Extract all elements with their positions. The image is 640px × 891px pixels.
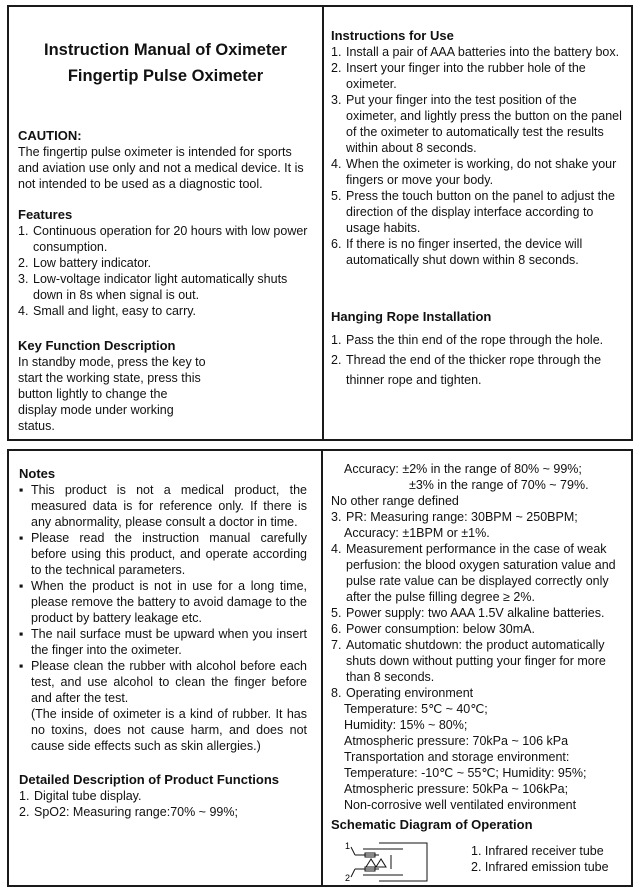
top-panel	[7, 5, 633, 441]
list-item: ▪ Please read the instruction manual carefully before using this product, and operate according to the technical parameters.	[19, 531, 307, 577]
manual-title: Instruction Manual of Oximeter	[44, 41, 287, 59]
key-function-text: In standby mode, press the key to start the working state, press this button lightly to change the display mode under working status.	[18, 355, 206, 433]
features-heading: Features	[18, 207, 73, 222]
env-line: Transportation and storage environment:	[344, 750, 570, 764]
schematic-label-1: 1	[345, 841, 351, 851]
env-line: Temperature: -10℃ ~ 55℃; Humidity: 95%;	[344, 766, 587, 780]
bottom-left-column	[19, 465, 307, 820]
list-item: 2. Insert your finger into the rubber hole of the oximeter.	[331, 61, 586, 91]
spo2-accuracy: Accuracy: ±2% in the range of 80% ~ 99%;	[344, 462, 582, 476]
spo2-accuracy-low: ±3% in the range of 70% ~ 79%.	[409, 478, 589, 492]
manual-subtitle: Fingertip Pulse Oximeter	[67, 67, 264, 85]
list-item: ▪ The nail surface must be upward when you insert the finger into the oximeter.	[19, 627, 307, 657]
caution-text: The fingertip pulse oximeter is intended for sports and aviation use only and not a medical device. It is not intended to be used as a diagnostic tool.	[18, 145, 304, 191]
list-item: 6. If there is no finger inserted, the device will automatically shut down within 8 seconds.	[331, 237, 583, 267]
features-list	[18, 223, 313, 319]
bottom-column-divider	[321, 451, 323, 885]
key-function-heading: Key Function Description	[18, 338, 176, 353]
instructions-heading: Instructions for Use	[331, 28, 454, 43]
schematic-diagram	[331, 835, 451, 887]
spec-item-6: 6. Power consumption: below 30mA.	[331, 622, 535, 636]
list-item: 2. Thread the end of the thicker rope through the thinner rope and tighten.	[331, 353, 602, 387]
top-column-divider	[322, 7, 324, 439]
pr-accuracy: Accuracy: ±1BPM or ±1%.	[344, 526, 490, 540]
schematic-label-2: 2	[345, 873, 351, 883]
list-item: ▪ This product is not a medical product, the measured data is for reference only. If there is any abnormality, please consult a doctor in time.	[19, 483, 307, 529]
list-item: 1. Install a pair of AAA batteries into the battery box.	[331, 45, 620, 59]
list-item: ▪ When the product is not in use for a long time, please remove the battery to avoid damage to the product by battery leakage etc.	[19, 579, 307, 625]
list-item: 1. Continuous operation for 20 hours with low power consumption.	[18, 224, 308, 254]
top-left-column	[18, 37, 313, 434]
detailed-item-2: 2. SpO2: Measuring range:70% ~ 99%;	[19, 805, 238, 819]
env-line: Atmospheric pressure: 70kPa ~ 106 kPa	[344, 734, 569, 748]
env-line: Non-corrosive well ventilated environment	[344, 798, 577, 812]
spec-item-4: 4. Measurement performance in the case of weak perfusion: the blood oxygen saturation value and pulse rate value can be displayed correctly only after the pulse filling degree ≥ 2%.	[331, 542, 616, 604]
schematic-legend-1: 1. Infrared receiver tube	[471, 844, 604, 858]
spec-item-7: 7. Automatic shutdown: the product automatically shuts down without putting your finger for more than 8 seconds.	[331, 638, 606, 684]
schematic-legend-2: 2. Infrared emission tube	[471, 860, 609, 874]
notes-parenthetical: (The inside of oximeter is a kind of rubber. It has no toxins, does not cause harm, and does not cause side effects such as skin allergies.)	[31, 707, 307, 753]
env-line: Temperature: 5℃ ~ 40℃;	[344, 702, 488, 716]
no-other-range: No other range defined	[331, 494, 459, 508]
list-item: 3. Low-voltage indicator light automatically shuts down in 8s when signal is out.	[18, 272, 288, 302]
detailed-heading: Detailed Description of Product Functions	[19, 772, 280, 787]
notes-heading: Notes	[19, 466, 56, 481]
spec-item-3: 3. PR: Measuring range: 30BPM ~ 250BPM;	[331, 510, 578, 524]
spec-item-5: 5. Power supply: two AAA 1.5V alkaline batteries.	[331, 606, 605, 620]
detailed-item-1: 1. Digital tube display.	[19, 789, 142, 803]
list-item: 4. When the oximeter is working, do not shake your fingers or move your body.	[331, 157, 617, 187]
spec-item-8: 8. Operating environment	[331, 686, 474, 700]
list-item: 5. Press the touch button on the panel to adjust the direction of the display interface according to usage habits.	[331, 189, 615, 235]
list-item: 4. Small and light, easy to carry.	[18, 304, 197, 318]
list-item: 2. Low battery indicator.	[18, 256, 152, 270]
rope-list	[331, 330, 625, 390]
bottom-right-column	[331, 461, 627, 885]
list-item: 1. Pass the thin end of the rope through the hole.	[331, 333, 604, 347]
instructions-list	[331, 44, 625, 268]
schematic-heading: Schematic Diagram of Operation	[331, 817, 533, 832]
env-line: Humidity: 15% ~ 80%;	[344, 718, 468, 732]
bottom-panel	[7, 449, 633, 887]
env-line: Atmospheric pressure: 50kPa ~ 106kPa;	[344, 782, 569, 796]
notes-list	[19, 482, 307, 706]
list-item: 3. Put your finger into the test position of the oximeter, and lightly press the button on the panel of the oximeter to automatically test the results within about 8 seconds.	[331, 93, 622, 155]
schematic-area	[331, 833, 627, 885]
rope-heading: Hanging Rope Installation	[331, 309, 492, 324]
top-right-column	[331, 27, 625, 390]
list-item: ▪ Please clean the rubber with alcohol before each test, and use alcohol to clean the finger before and after the test.	[19, 659, 307, 705]
caution-heading: CAUTION:	[18, 128, 82, 143]
